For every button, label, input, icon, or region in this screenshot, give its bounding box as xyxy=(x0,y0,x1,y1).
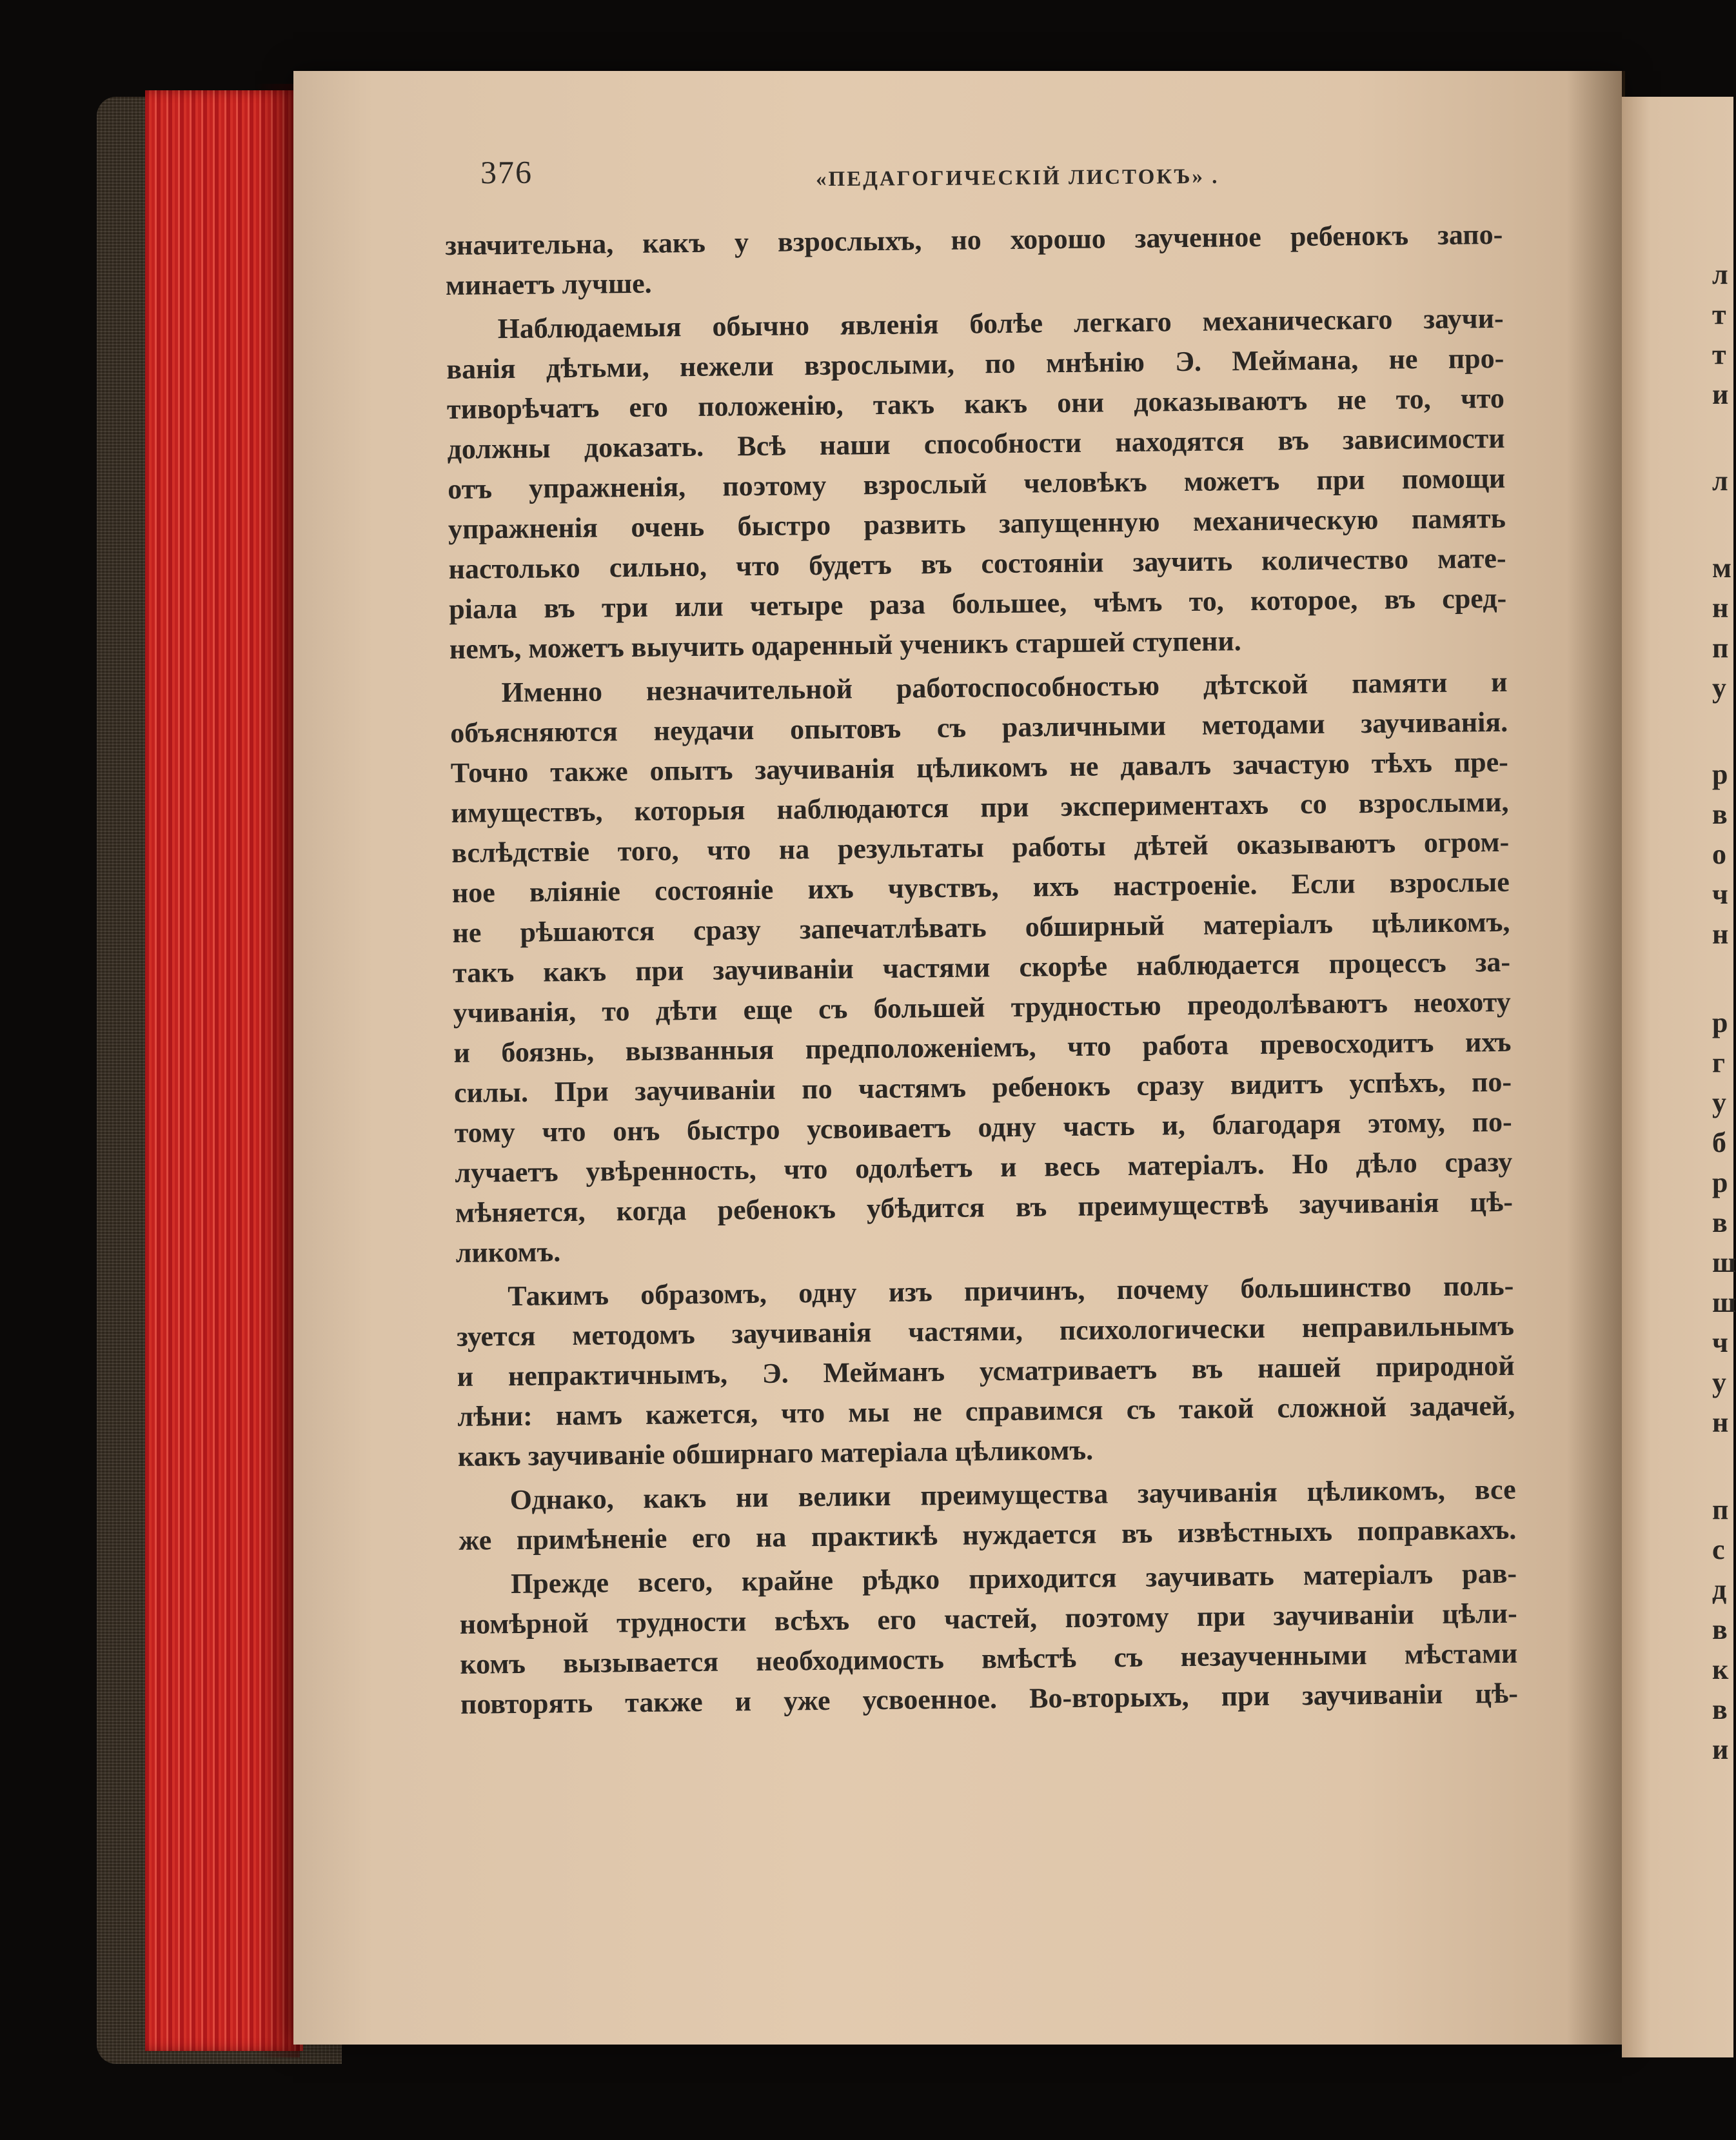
fragment: г xyxy=(1712,1047,1725,1078)
fragment: д xyxy=(1712,1574,1727,1605)
text-line: имуществъ, которыя наблюдаются при экспериментахъ со взрослыми, xyxy=(451,786,1509,829)
text-line: мѣняется, когда ребенокъ убѣдится въ преимуществѣ заучиванія цѣ- xyxy=(455,1185,1514,1229)
text-line: и непрактичнымъ, Э. Мейманъ усматриваетъ въ нашей природной xyxy=(457,1349,1515,1392)
text-line: какъ заучиваніе обширнаго матеріала цѣликомъ. xyxy=(457,1434,1094,1472)
fragment: и xyxy=(1712,379,1729,410)
fragment: м xyxy=(1712,552,1731,584)
text-line: силы. При заучиваніи по частямъ ребенокъ сразу видитъ успѣхъ, по- xyxy=(453,1065,1512,1109)
text-line: объясняются неудачи опытовъ съ различными методами заучиванія. xyxy=(449,706,1508,749)
text-line: настолько сильно, что будетъ въ состояніи заучить количество мате- xyxy=(448,542,1506,585)
fragment: ш xyxy=(1712,1287,1736,1318)
fragment: в xyxy=(1712,1207,1728,1238)
fragment: т xyxy=(1712,299,1726,330)
fragment: р xyxy=(1712,758,1728,790)
fragment: у xyxy=(1712,1367,1726,1398)
text-line: немъ, можетъ выучить одаренный ученикъ старшей ступени. xyxy=(449,625,1241,665)
fragment: ш xyxy=(1712,1247,1736,1278)
fragment: л xyxy=(1712,259,1728,290)
fragment: р xyxy=(1712,1167,1728,1198)
text-line: Точно также опытъ заучиванія цѣликомъ не давалъ зачастую тѣхъ пре- xyxy=(450,746,1509,789)
text-line: и боязнь, вызванныя предположеніемъ, что работа превосходитъ ихъ xyxy=(453,1025,1512,1069)
fragment: о xyxy=(1712,838,1726,870)
text-line: упражненія очень быстро развить запущенную механическую память xyxy=(448,502,1506,545)
text-line: учиванія, то дѣти еще съ большей трудностью преодолѣваютъ неохоту xyxy=(453,986,1511,1029)
text-line: Однако, какъ ни велики преимущества заучиванія цѣликомъ, все xyxy=(509,1473,1516,1516)
fragment: к xyxy=(1712,1654,1729,1685)
fragment: в xyxy=(1712,798,1728,830)
text-line: ванія дѣтьми, нежели взрослыми, по мнѣнію Э. Меймана, не про- xyxy=(446,342,1504,385)
text-line: должны доказать. Всѣ наши способности находятся въ зависимости xyxy=(447,422,1505,465)
text-line: Прежде всего, крайне рѣдко приходится заучивать матеріалъ рав- xyxy=(510,1557,1517,1600)
text-line: тиворѣчатъ его положенію, такъ какъ они доказываютъ не то, что xyxy=(446,382,1505,425)
text-line: отъ упражненія, поэтому взрослый человѣкъ можетъ при помощи xyxy=(448,462,1506,505)
text-line: минаетъ лучше. xyxy=(445,267,652,301)
text-line: такъ какъ при заучиваніи частями скорѣе наблюдается процессъ за- xyxy=(452,946,1511,989)
text-line: Такимъ образомъ, одну изъ причинъ, почему большинство поль- xyxy=(508,1269,1514,1313)
text-line: Именно незначительной работоспособностью дѣтской памяти и xyxy=(501,666,1508,709)
text-line: вслѣдствіе того, что на результаты работы дѣтей оказываютъ огром- xyxy=(451,826,1510,869)
fragment: н xyxy=(1712,592,1729,624)
text-line: же примѣненіе его на практикѣ нуждается въ извѣстныхъ поправкахъ. xyxy=(459,1513,1517,1556)
fragment: т xyxy=(1712,339,1726,370)
text-line: лучаетъ увѣренность, что одолѣетъ и весь матеріалъ. Но дѣло сразу xyxy=(455,1145,1513,1189)
fragment: у xyxy=(1712,1087,1726,1118)
text-line: лѣни: намъ кажется, что мы не справимся съ такой сложной задачей, xyxy=(457,1389,1515,1432)
fragment: с xyxy=(1712,1534,1725,1565)
text-line: ное вліяніе состояніе ихъ чувствъ, ихъ настроеніе. Если взрослые xyxy=(451,866,1510,909)
text-line: Наблюдаемыя обычно явленія болѣе легкаго механическаго заучи- xyxy=(497,302,1504,345)
text-line: ріала въ три или четыре раза большее, чѣмъ то, которое, въ сред- xyxy=(448,582,1507,625)
page-gutter xyxy=(1567,71,1625,2045)
fragment: б xyxy=(1712,1127,1726,1158)
text-line: комъ вызывается необходимость вмѣстѣ съ незаученными мѣстами xyxy=(460,1637,1518,1680)
text-line: ликомъ. xyxy=(455,1236,561,1269)
fragment: н xyxy=(1712,1407,1729,1438)
fragment: р xyxy=(1712,1007,1728,1038)
running-title: «ПЕДАГОГИЧЕСКІЙ ЛИСТОКЪ» . xyxy=(815,164,1219,192)
text-line: значительна, какъ у взрослыхъ, но хорошо заученное ребенокъ запо- xyxy=(445,218,1503,261)
fragment: и xyxy=(1712,1734,1729,1765)
fragment: в xyxy=(1712,1614,1728,1645)
page-number: 376 xyxy=(480,154,533,191)
text-line: не рѣшаются сразу запечатлѣвать обширный матеріалъ цѣликомъ, xyxy=(452,906,1510,949)
text-line: повторять также и уже усвоенное. Во-вторыхъ, при заучиваніи цѣ- xyxy=(460,1677,1519,1720)
fragment: ч xyxy=(1712,1327,1728,1358)
fragment: ч xyxy=(1712,878,1728,910)
text-line: тому что онъ быстро усвоиваетъ одну часть и, благодаря этому, по- xyxy=(454,1105,1512,1149)
fragment: п xyxy=(1712,632,1729,664)
text-line: номѣрной трудности всѣхъ его частей, поэтому при заучиваніи цѣли- xyxy=(459,1597,1517,1640)
fragment: у xyxy=(1712,672,1726,704)
fragment: п xyxy=(1712,1494,1729,1525)
fragment: л xyxy=(1712,465,1728,497)
text-line: зуется методомъ заучиванія частями, психологически неправильнымъ xyxy=(456,1309,1515,1352)
fragment: в xyxy=(1712,1694,1728,1725)
fragment: н xyxy=(1712,918,1729,950)
